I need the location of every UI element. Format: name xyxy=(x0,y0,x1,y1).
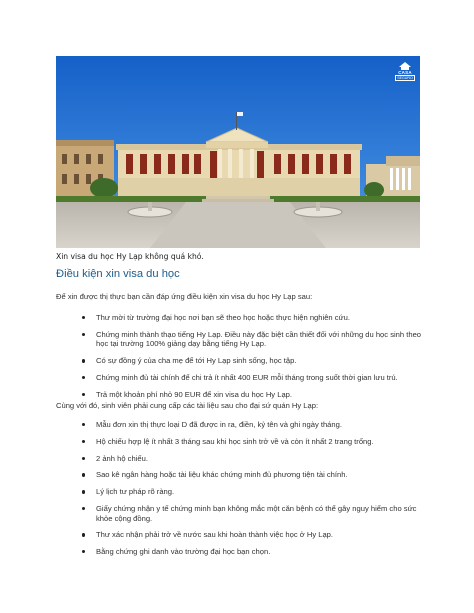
list-item: Mẫu đơn xin thị thực loại D đã được in ra, điền, ký tên và ghi ngày tháng. xyxy=(56,420,426,430)
bullet-icon xyxy=(82,490,85,493)
section-heading: Điều kiện xin visa du học xyxy=(56,268,180,280)
university-building-photo xyxy=(56,56,420,248)
bullet-icon xyxy=(82,507,85,510)
list-item: Chứng minh thành thạo tiếng Hy Lạp. Điều này đặc biệt cần thiết đối với những du học sinh theo học tại trường 100% giảng dạy bằng tiếng Hy Lạp. xyxy=(56,330,426,349)
bullet-icon xyxy=(82,440,85,443)
list-item: Chứng minh đủ tài chính để chi trả ít nhất 400 EUR mỗi tháng trong suốt thời gian lưu trú. xyxy=(56,373,426,383)
list-item: Bằng chứng ghi danh vào trường đại học bạn chọn. xyxy=(56,547,426,557)
bullet-icon xyxy=(82,333,85,336)
list-item: Giấy chứng nhận y tế chứng minh bạn không mắc một căn bệnh có thể gây nguy hiểm cho sức khỏe cộng đồng. xyxy=(56,504,426,523)
house-icon xyxy=(399,62,411,70)
documents-list xyxy=(56,420,426,564)
bullet-icon xyxy=(82,376,85,379)
bullet-icon xyxy=(82,457,85,460)
bullet-icon xyxy=(82,423,85,426)
list-item: Sao kê ngân hàng hoặc tài liệu khác chứng minh đủ phương tiện tài chính. xyxy=(56,470,426,480)
conditions-list xyxy=(56,313,426,407)
bullet-icon xyxy=(82,393,85,396)
bullet-icon xyxy=(82,550,85,553)
list-item: Lý lịch tư pháp rõ ràng. xyxy=(56,487,426,497)
photo-caption: Xin visa du học Hy Lạp không quá khó. xyxy=(56,252,204,261)
list-item: Trả một khoản phí nhỏ 90 EUR để xin visa du học Hy Lạp. xyxy=(56,390,426,400)
list-item: Thư xác nhận phải trở về nước sau khi hoàn thành việc học ở Hy Lạp. xyxy=(56,530,426,540)
bullet-icon xyxy=(82,316,85,319)
logo-text-bottom: SEGURO xyxy=(397,76,413,80)
list-item: Hộ chiếu hợp lệ ít nhất 3 tháng sau khi học sinh trở về và còn ít nhất 2 trang trống. xyxy=(56,437,426,447)
documents-intro: Cùng với đó, sinh viên phải cung cấp các tài liệu sau cho đại sứ quán Hy Lạp: xyxy=(56,401,319,410)
logo-text-top: CASA xyxy=(398,70,412,75)
bullet-icon xyxy=(82,359,85,362)
brand-logo xyxy=(394,62,416,82)
bullet-icon xyxy=(82,533,85,536)
list-item: Có sự đồng ý của cha mẹ để tới Hy Lạp sinh sống, học tập. xyxy=(56,356,426,366)
list-item: Thư mời từ trường đại học nơi bạn sẽ theo học hoặc thực hiện nghiên cứu. xyxy=(56,313,426,323)
bullet-icon xyxy=(82,473,85,476)
list-item: 2 ảnh hộ chiếu. xyxy=(56,454,426,464)
conditions-intro: Để xin được thị thực bạn cần đáp ứng điều kiện xin visa du học Hy Lạp sau: xyxy=(56,292,313,301)
